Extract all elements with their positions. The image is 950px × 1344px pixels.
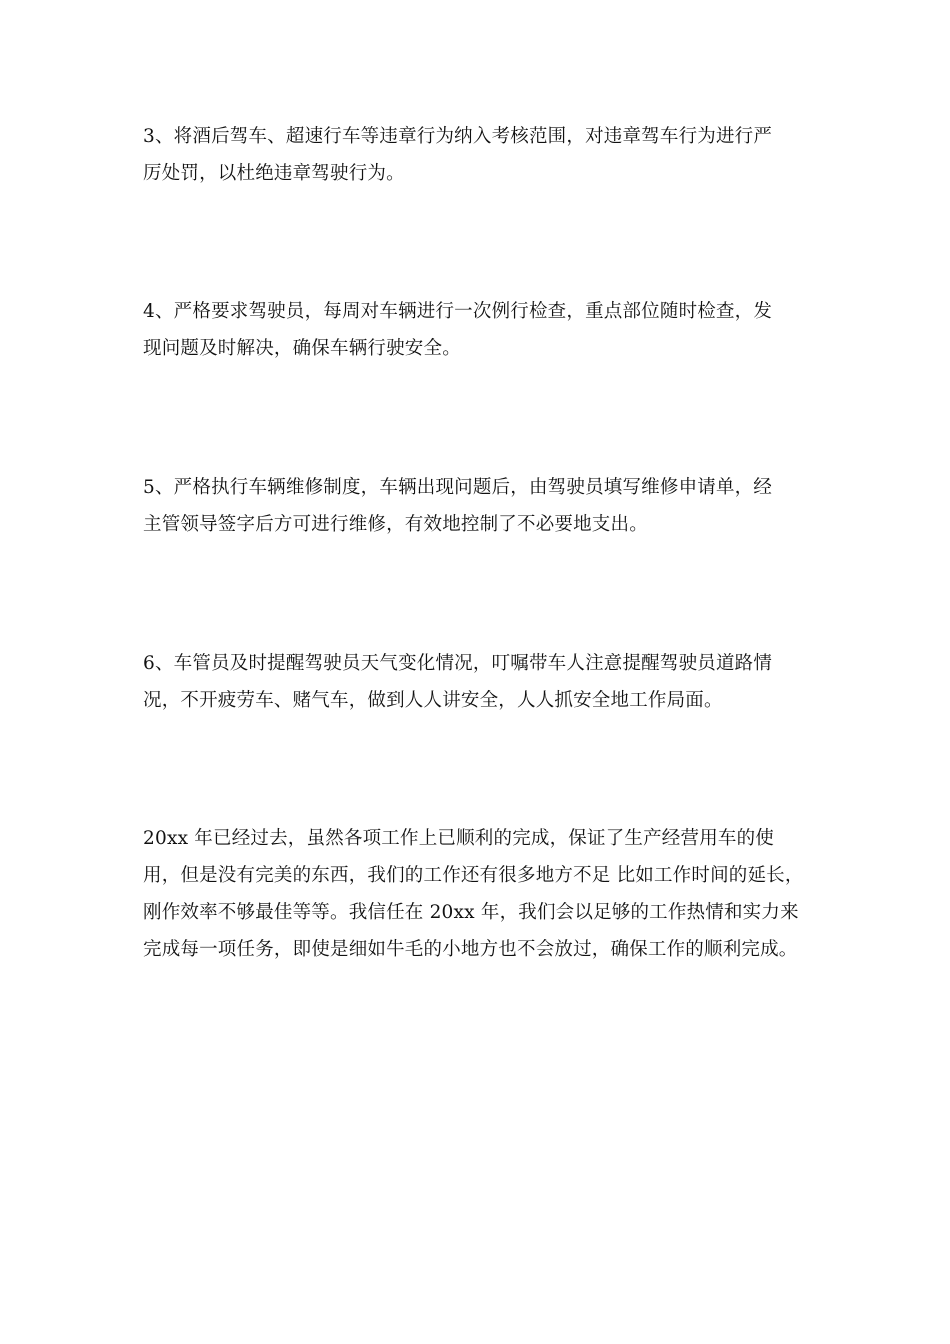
text-line: 4、严格要求驾驶员，每周对车辆进行一次例行检查，重点部位随时检查，发 bbox=[143, 301, 773, 322]
text-line: 6、车管员及时提醒驾驶员天气变化情况，叮嘱带车人注意提醒驾驶员道路情 bbox=[143, 653, 773, 674]
paragraph-summary bbox=[143, 820, 813, 968]
text-line: 用，但是没有完美的东西，我们的工作还有很多地方不足 比如工作时间的延长， bbox=[143, 865, 804, 886]
text-line: 20xx 年已经过去，虽然各项工作上已顺利的完成，保证了生产经营用车的使 bbox=[143, 828, 774, 849]
paragraph-item-4 bbox=[143, 293, 813, 367]
text-line: 现问题及时解决，确保车辆行驶安全。 bbox=[143, 338, 461, 359]
text-line: 3、将酒后驾车、超速行车等违章行为纳入考核范围，对违章驾车行为进行严 bbox=[143, 126, 773, 147]
paragraph-item-5 bbox=[143, 469, 813, 543]
text-line: 5、严格执行车辆维修制度，车辆出现问题后，由驾驶员填写维修申请单，经 bbox=[143, 477, 773, 498]
text-line: 厉处罚，以杜绝违章驾驶行为。 bbox=[143, 163, 405, 184]
text-line: 主管领导签字后方可进行维修，有效地控制了不必要地支出。 bbox=[143, 514, 648, 535]
text-line: 完成每一项任务，即使是细如牛毛的小地方也不会放过，确保工作的顺利完成。 bbox=[143, 939, 798, 960]
paragraph-item-3 bbox=[143, 118, 813, 192]
text-line: 况，不开疲劳车、赌气车，做到人人讲安全，人人抓安全地工作局面。 bbox=[143, 690, 723, 711]
text-line: 刚作效率不够最佳等等。我信任在 20xx 年，我们会以足够的工作热情和实力来 bbox=[143, 902, 799, 923]
paragraph-item-6 bbox=[143, 645, 813, 719]
